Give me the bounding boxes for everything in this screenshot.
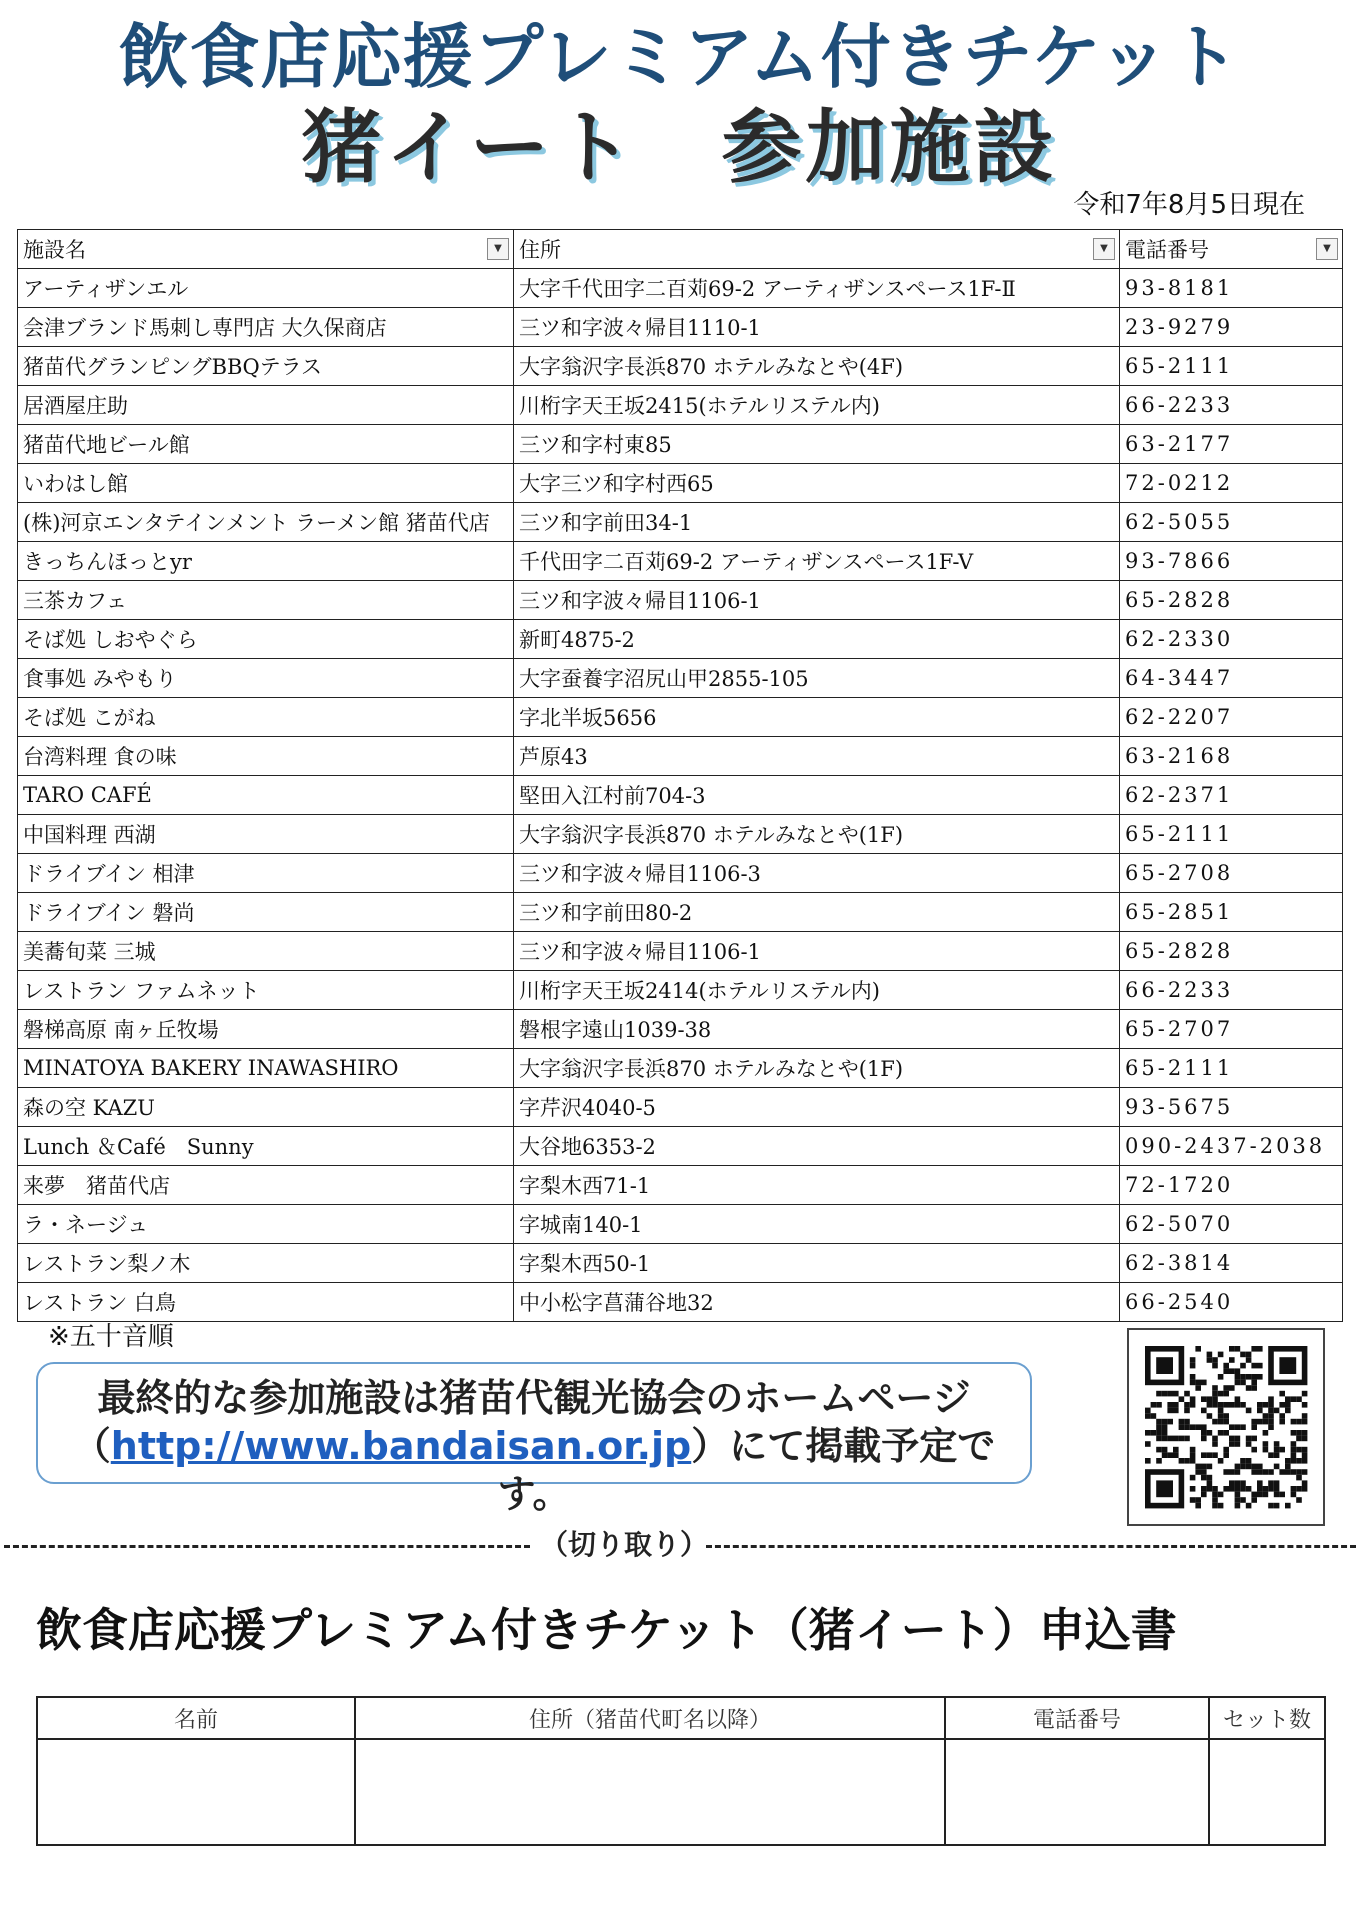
cut-dash-right [706,1545,1356,1548]
table-row [18,854,1343,893]
facility-address-cell: 堅田入江村前704-3 [514,776,1120,815]
table-row [18,1244,1343,1283]
facility-tel-cell: 66-2233 [1120,386,1343,425]
tel-input-cell[interactable] [945,1739,1209,1845]
form-column-sets: セット数 [1209,1697,1325,1739]
facility-name-cell: レストラン梨ノ木 [18,1244,514,1283]
facility-tel-cell: 65-2707 [1120,1010,1343,1049]
facility-name-cell: アーティザンエル [18,269,514,308]
facility-tel-cell: 66-2233 [1120,971,1343,1010]
notice-open-paren: （ [72,1424,111,1468]
facility-tel-cell: 62-5070 [1120,1205,1343,1244]
facility-tel-cell: 63-2177 [1120,425,1343,464]
facility-tel-cell: 62-3814 [1120,1244,1343,1283]
table-row [18,581,1343,620]
facility-address-cell: 三ツ和字波々帰目1110-1 [514,308,1120,347]
form-column-name: 名前 [37,1697,355,1739]
facility-address-cell: 大字蚕養字沼尻山甲2855-105 [514,659,1120,698]
facility-address-cell: 大字翁沢字長浜870 ホテルみなとや(1F) [514,815,1120,854]
column-label: 施設名 [23,238,86,262]
as-of-date: 令和7年8月5日現在 [1073,190,1305,220]
table-row [18,620,1343,659]
name-input-cell[interactable] [37,1739,355,1845]
facility-name-cell: 食事処 みやもり [18,659,514,698]
filter-dropdown-icon[interactable]: ▼ [487,238,509,260]
facility-name-cell: ラ・ネージュ [18,1205,514,1244]
table-row [18,776,1343,815]
sets-input-cell[interactable] [1209,1739,1325,1845]
facility-tel-cell: 62-2207 [1120,698,1343,737]
table-row [18,1205,1343,1244]
facility-name-cell: Lunch ＆Café Sunny [18,1127,514,1166]
facility-name-cell: きっちんほっとyr [18,542,514,581]
cut-dash-left [4,1545,530,1548]
notice-line-2 [38,1422,1030,1518]
facility-name-cell: 来夢 猪苗代店 [18,1166,514,1205]
facility-name-cell: 磐梯高原 南ヶ丘牧場 [18,1010,514,1049]
facility-tel-cell: 62-5055 [1120,503,1343,542]
facility-tel-cell: 72-1720 [1120,1166,1343,1205]
facility-tel-cell: 65-2828 [1120,932,1343,971]
facility-table [17,229,1343,1322]
qr-code-icon [1127,1328,1325,1526]
facility-name-cell: 猪苗代グランピングBBQテラス [18,347,514,386]
column-header-tel [1120,230,1343,269]
facility-name-cell: そば処 こがね [18,698,514,737]
facility-name-cell: いわはし館 [18,464,514,503]
notice-line-2-text: ）にて掲載予定です。 [497,1424,996,1516]
facility-address-cell: 三ツ和字波々帰目1106-3 [514,854,1120,893]
facility-address-cell: 大字翁沢字長浜870 ホテルみなとや(4F) [514,347,1120,386]
facility-address-cell: 川桁字天王坂2414(ホテルリステル内) [514,971,1120,1010]
facility-tel-cell: 62-2330 [1120,620,1343,659]
facility-tel-cell: 72-0212 [1120,464,1343,503]
facility-tel-cell: 65-2111 [1120,347,1343,386]
facility-name-cell: ドライブイン 相津 [18,854,514,893]
facility-address-cell: 字城南140-1 [514,1205,1120,1244]
homepage-link[interactable]: http://www.bandaisan.or.jp [110,1424,692,1468]
form-column-address: 住所（猪苗代町名以降） [355,1697,945,1739]
facility-address-cell: 大谷地6353-2 [514,1127,1120,1166]
facility-address-cell: 新町4875-2 [514,620,1120,659]
facility-address-cell: 字梨木西71-1 [514,1166,1120,1205]
facility-tel-cell: 65-2828 [1120,581,1343,620]
facility-address-cell: 字芹沢4040-5 [514,1088,1120,1127]
form-title: 飲食店応援プレミアム付きチケット（猪イート）申込書 [36,1603,1177,1657]
table-row [18,347,1343,386]
form-column-tel: 電話番号 [945,1697,1209,1739]
form-header-row [37,1697,1325,1739]
table-row [18,1127,1343,1166]
table-row [18,659,1343,698]
facility-address-cell: 三ツ和字村東85 [514,425,1120,464]
facility-address-cell: 大字千代田字二百苅69-2 アーティザンスペース1F-Ⅱ [514,269,1120,308]
column-header-address [514,230,1120,269]
facility-name-cell: 美蕎旬菜 三城 [18,932,514,971]
facility-name-cell: レストラン 白鳥 [18,1283,514,1322]
facility-address-cell: 三ツ和字波々帰目1106-1 [514,932,1120,971]
cut-label: （切り取り） [540,1528,709,1561]
facility-tel-cell: 65-2851 [1120,893,1343,932]
facility-name-cell: そば処 しおやぐら [18,620,514,659]
table-row [18,932,1343,971]
table-row [18,1283,1343,1322]
facility-name-cell: レストラン ファムネット [18,971,514,1010]
facility-name-cell: 台湾料理 食の味 [18,737,514,776]
facility-address-cell: 川桁字天王坂2415(ホテルリステル内) [514,386,1120,425]
table-row [18,815,1343,854]
facility-address-cell: 字梨木西50-1 [514,1244,1120,1283]
facility-address-cell: 中小松字菖蒲谷地32 [514,1283,1120,1322]
facility-tel-cell: 090-2437-2038 [1120,1127,1343,1166]
facility-address-cell: 三ツ和字前田34-1 [514,503,1120,542]
facility-address-cell: 大字三ツ和字村西65 [514,464,1120,503]
facility-tel-cell: 65-2111 [1120,1049,1343,1088]
form-input-row [37,1739,1325,1845]
facility-name-cell: 猪苗代地ビール館 [18,425,514,464]
table-row [18,971,1343,1010]
cut-line [0,1526,1359,1566]
facility-address-cell: 千代田字二百苅69-2 アーティザンスペース1F-V [514,542,1120,581]
facility-name-cell: 中国料理 西湖 [18,815,514,854]
facility-name-cell: 森の空 KAZU [18,1088,514,1127]
table-row [18,893,1343,932]
facility-tel-cell: 23-9279 [1120,308,1343,347]
filter-dropdown-icon[interactable]: ▼ [1093,238,1115,260]
table-row [18,386,1343,425]
notice-line-1: 最終的な参加施設は猪苗代観光協会のホームページ [97,1376,971,1420]
table-row [18,542,1343,581]
facility-tel-cell: 93-8181 [1120,269,1343,308]
facility-tel-cell: 64-3447 [1120,659,1343,698]
table-row [18,1010,1343,1049]
facility-name-cell: ドライブイン 磐尚 [18,893,514,932]
facility-name-cell: MINATOYA BAKERY INAWASHIRO [18,1049,514,1088]
facility-name-cell: TARO CAFÉ [18,776,514,815]
notice-box [36,1362,1032,1516]
facility-tel-cell: 66-2540 [1120,1283,1343,1322]
facility-address-cell: 大字翁沢字長浜870 ホテルみなとや(1F) [514,1049,1120,1088]
column-label: 電話番号 [1125,238,1209,262]
facility-tel-cell: 62-2371 [1120,776,1343,815]
facility-name-cell: 居酒屋庄助 [18,386,514,425]
facility-tel-cell: 65-2708 [1120,854,1343,893]
facility-address-cell: 芦原43 [514,737,1120,776]
address-input-cell[interactable] [355,1739,945,1845]
filter-dropdown-icon[interactable]: ▼ [1316,238,1338,260]
table-row [18,269,1343,308]
table-row [18,308,1343,347]
facility-table-header [18,230,1343,269]
facility-address-cell: 字北半坂5656 [514,698,1120,737]
facility-name-cell: (株)河京エンタテインメント ラーメン館 猪苗代店 [18,503,514,542]
facility-tel-cell: 93-7866 [1120,542,1343,581]
facility-address-cell: 三ツ和字波々帰目1106-1 [514,581,1120,620]
facility-name-cell: 三茶カフェ [18,581,514,620]
facility-tel-cell: 93-5675 [1120,1088,1343,1127]
facility-name-cell: 会津ブランド馬刺し専門店 大久保商店 [18,308,514,347]
table-row [18,464,1343,503]
page-subtitle: 猪イート 参加施設 [301,101,1058,194]
column-label: 住所 [519,238,561,262]
facility-address-cell: 磐根字遠山1039-38 [514,1010,1120,1049]
application-form-table [36,1696,1326,1846]
table-row [18,425,1343,464]
table-row [18,503,1343,542]
table-row [18,1049,1343,1088]
facility-tel-cell: 65-2111 [1120,815,1343,854]
sort-note: ※五十音順 [48,1322,174,1352]
facility-address-cell: 三ツ和字前田80-2 [514,893,1120,932]
table-row [18,1088,1343,1127]
table-row [18,698,1343,737]
page-title: 飲食店応援プレミアム付きチケット [118,16,1241,98]
facility-table-body [18,269,1343,1322]
table-row [18,1166,1343,1205]
facility-tel-cell: 63-2168 [1120,737,1343,776]
table-row [18,737,1343,776]
column-header-name [18,230,514,269]
